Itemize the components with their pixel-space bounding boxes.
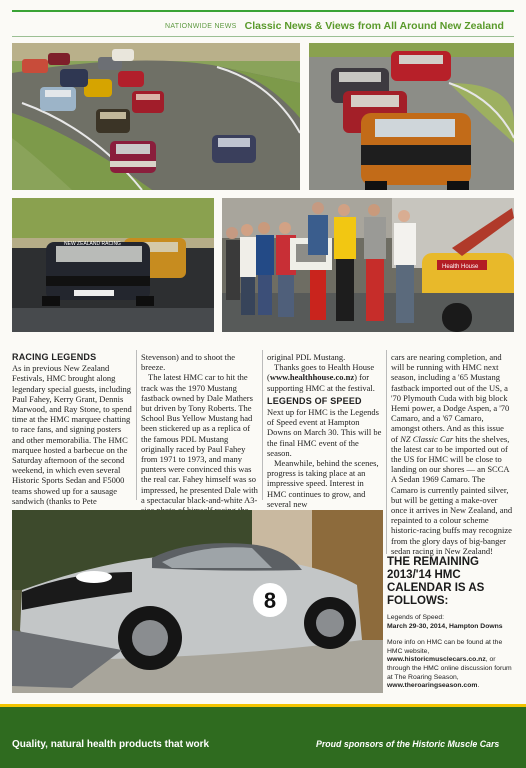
- text: More info on HMC can be found at the HMC website,: [387, 639, 503, 655]
- photo-race-pack: [12, 43, 300, 190]
- text: ) for supporting HMC at the festival.: [267, 372, 375, 393]
- page-title: Classic News & Views from All Around New Zealand: [244, 20, 504, 33]
- paragraph: As in previous New Zealand Festivals, HMC brought along legendary special guests, including Paul Fahey, Kerry Grant, Dennis Marwood, and Ray Stone, to spend time at the HMC marquee chatting to race fans, and signing posters and other memorabilia. The HMC marquee hosted a barbecue on the Saturday afternoon of the second weekend, in which even several Historic Sports Sedan and F5000 teams showed up for a sausage sandwich (thanks to Pete: [12, 363, 132, 506]
- article-column-4: [391, 352, 513, 556]
- photo-yellow-black-cars: [12, 198, 214, 332]
- roaring-season-link[interactable]: www.theroaringseason.com: [387, 682, 478, 690]
- paragraph: Meanwhile, behind the scenes, progress is taking place at an impressive speed. Interest in HMC continues to grow, and several new: [267, 458, 379, 509]
- column-divider: [136, 350, 137, 500]
- car-banner-text: NEW ZEALAND RACING: [64, 241, 121, 247]
- article-column-3: [267, 352, 383, 509]
- poster-sign-text: Health House: [442, 264, 479, 270]
- header-rule-bottom: [12, 36, 514, 37]
- sidebar-title: THE REMAINING 2013/'14 HMC CALENDAR IS AS FOLLOWS:: [387, 556, 485, 607]
- magazine-name: NZ Classic Car: [400, 433, 454, 444]
- text: Thanks goes to Health House (: [267, 362, 375, 383]
- calendar-sidebar: [387, 556, 514, 696]
- hmc-website-link[interactable]: www.historicmusclecars.co.nz: [387, 656, 486, 664]
- paragraph: [391, 352, 513, 556]
- photo-camaro-number-8: [12, 510, 383, 693]
- car-number: 8: [263, 588, 277, 613]
- section-label: NATIONWIDE NEWS: [165, 22, 237, 30]
- paragraph: [267, 362, 383, 393]
- footer-right-slogan: Proud sponsors of the Historic Muscle Cars: [316, 739, 500, 749]
- column-divider: [386, 350, 387, 554]
- text: , or through the HMC online discussion forum at The Roaring Season,: [387, 656, 512, 681]
- text: hits the shelves, the latest car to be imported out of the US for HMC will be close to landing on our shores — an SCCA A Sedan 1969 Camaro. The Camaro is currently painted silver, but will be getting a make-over once it arrives in New Zealand, and repainted to a colour scheme historic-racing buffs may recognize from the glory days of big-banger sedan racing in New Zealand!: [391, 433, 513, 556]
- section-heading-racing-legends: RACING LEGENDS: [12, 352, 97, 362]
- article-column-1: [12, 352, 132, 506]
- text: .: [477, 682, 480, 690]
- text: cars are nearing completion, and will be running with HMC next season, including a '65 Mustang fastback imported out of the US, a '70 Plymouth Cuda with big block Hemi power, a Dodge Aspen, a '70 Camaro, and a '67 Camaro, amongst others. And as this issue of: [391, 352, 510, 444]
- health-house-link[interactable]: www.healthhouse.co.nz: [269, 372, 355, 383]
- page-header: [165, 17, 504, 33]
- header-rule: [12, 10, 514, 12]
- section-heading-legends-of-speed: LEGENDS OF SPEED: [267, 395, 362, 406]
- article-column-2: [141, 352, 258, 515]
- paragraph: Stevenson) and to shoot the breeze.: [141, 352, 235, 373]
- column-divider: [262, 350, 263, 500]
- sidebar-info: [387, 639, 514, 691]
- footer-banner: [0, 707, 526, 768]
- paragraph: Next up for HMC is the Legends of Speed event at Hampton Downs on March 30. This will be the final HMC event of the season.: [267, 407, 382, 458]
- photo-cars-closeup: [309, 43, 514, 190]
- event-name: Legends of Speed:: [387, 614, 445, 621]
- event-date: March 29-30, 2014, Hampton Downs: [387, 622, 503, 630]
- footer-left-slogan: Quality, natural health products that work: [12, 739, 210, 750]
- photo-group-legends: [222, 198, 514, 332]
- paragraph: The latest HMC car to hit the track was the 1970 Mustang fastback owned by Dale Mathers but driven by Tony Roberts. The School Bus Yellow Mustang had been stickered up as a replica of the famous PDL Mustang originally raced by Paul Fahey from 1971 to 1973, and many punters were convinced this was the real car. Fahey himself was so impressed, he presented Dale with a spectacular black-and-white A3-: [141, 372, 258, 505]
- paragraph: original PDL Mustang.: [267, 352, 346, 362]
